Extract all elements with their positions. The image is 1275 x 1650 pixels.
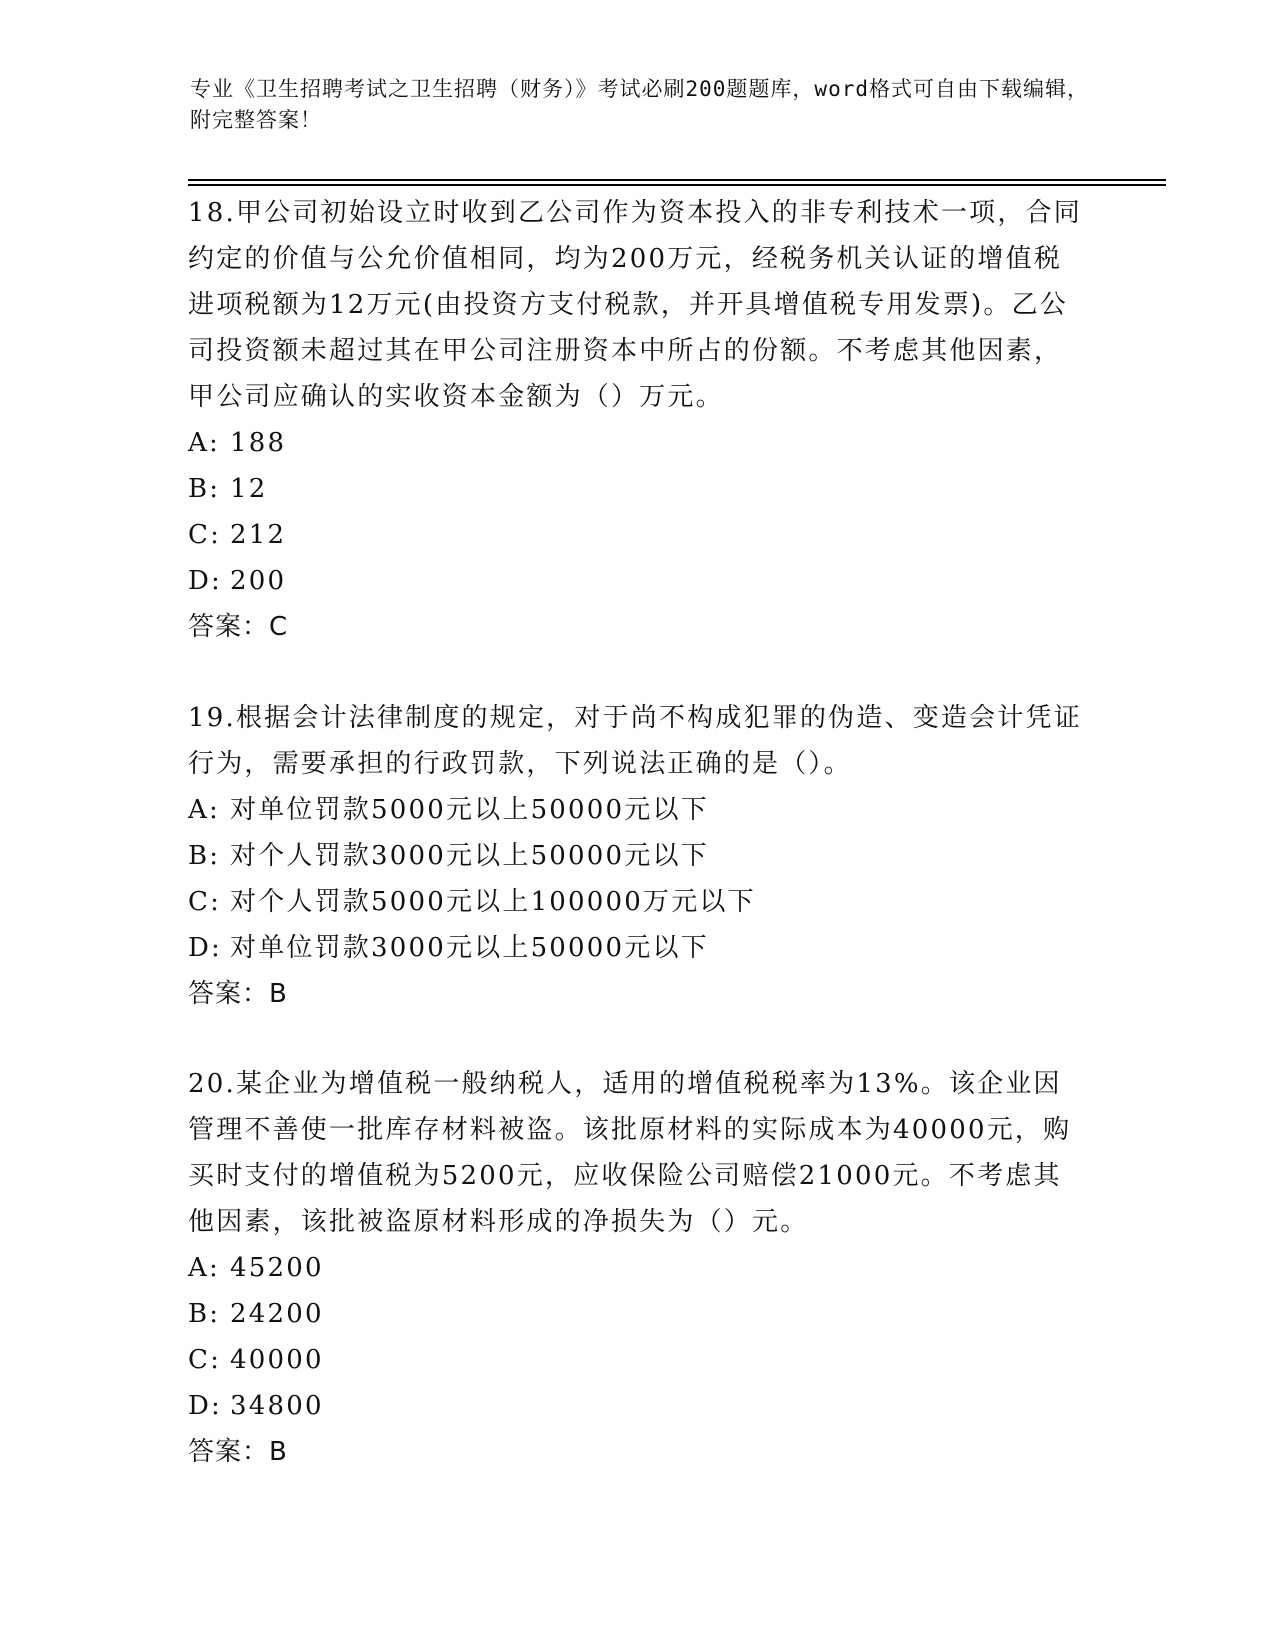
option-b [188,833,1088,879]
option-text: 188 [230,428,287,458]
header-divider-top [188,179,1166,181]
option-label: A: [188,795,220,825]
option-b [188,1291,1088,1337]
answer-line: 答案：C [188,612,289,642]
option-text: 对个人罚款3000元以上50000元以下 [230,841,709,871]
option-a [188,787,1088,833]
question-stem: 19.根据会计法律制度的规定，对于尚不构成犯罪的伪造、变造会计凭证行为，需要承担的行政罚款，下列说法正确的是（）。 [188,703,1082,779]
option-c [188,879,1088,925]
option-c [188,512,1088,558]
option-text: 45200 [230,1253,324,1283]
question-19 [188,695,1088,1017]
option-text: 34800 [230,1391,324,1421]
option-text: 对个人罚款5000元以上100000万元以下 [230,887,756,917]
option-text: 212 [230,520,287,550]
option-a [188,420,1088,466]
option-a [188,1245,1088,1291]
question-stem: 20.某企业为增值税一般纳税人，适用的增值税税率为13%。该企业因管理不善使一批库存材料被盗。该批原材料的实际成本为40000元，购买时支付的增值税为5200元，应收保险公司赔偿21000元。不考虑其他因素，该批被盗原材料形成的净损失为（）元。 [188,1069,1072,1237]
option-label: A: [188,1253,220,1283]
option-label: B: [188,1299,221,1329]
option-text: 40000 [230,1345,324,1375]
document-header: 专业《卫生招聘考试之卫生招聘（财务）》考试必刷200题题库，word格式可自由下载编辑，附完整答案！ [190,77,1089,132]
option-label: A: [188,428,220,458]
option-d [188,558,1088,604]
option-text: 12 [230,474,268,504]
question-20 [188,1061,1088,1475]
option-text: 对单位罚款5000元以上50000元以下 [230,795,709,825]
option-label: D: [188,566,223,596]
option-label: B: [188,474,221,504]
option-label: C: [188,520,222,550]
option-d [188,1383,1088,1429]
option-text: 200 [230,566,287,596]
option-label: C: [188,1345,222,1375]
option-label: B: [188,841,221,871]
option-b [188,466,1088,512]
question-18 [188,190,1088,650]
option-label: C: [188,887,222,917]
option-text: 24200 [230,1299,324,1329]
option-c [188,1337,1088,1383]
option-label: D: [188,1391,223,1421]
option-text: 对单位罚款3000元以上50000元以下 [230,933,709,963]
option-label: D: [188,933,223,963]
question-stem: 18.甲公司初始设立时收到乙公司作为资本投入的非专利技术一项，合同约定的价值与公允价值相同，均为200万元，经税务机关认证的增值税进项税额为12万元(由投资方支付税款，并开具增值税专用发票)。乙公司投资额未超过其在甲公司注册资本中所占的份额。不考虑其他因素，甲公司应确认的实收资本金额为（）万元。 [188,198,1082,412]
answer-line: 答案：B [188,979,288,1009]
answer-line: 答案：B [188,1437,288,1467]
header-divider-bottom [188,184,1166,186]
option-d [188,925,1088,971]
